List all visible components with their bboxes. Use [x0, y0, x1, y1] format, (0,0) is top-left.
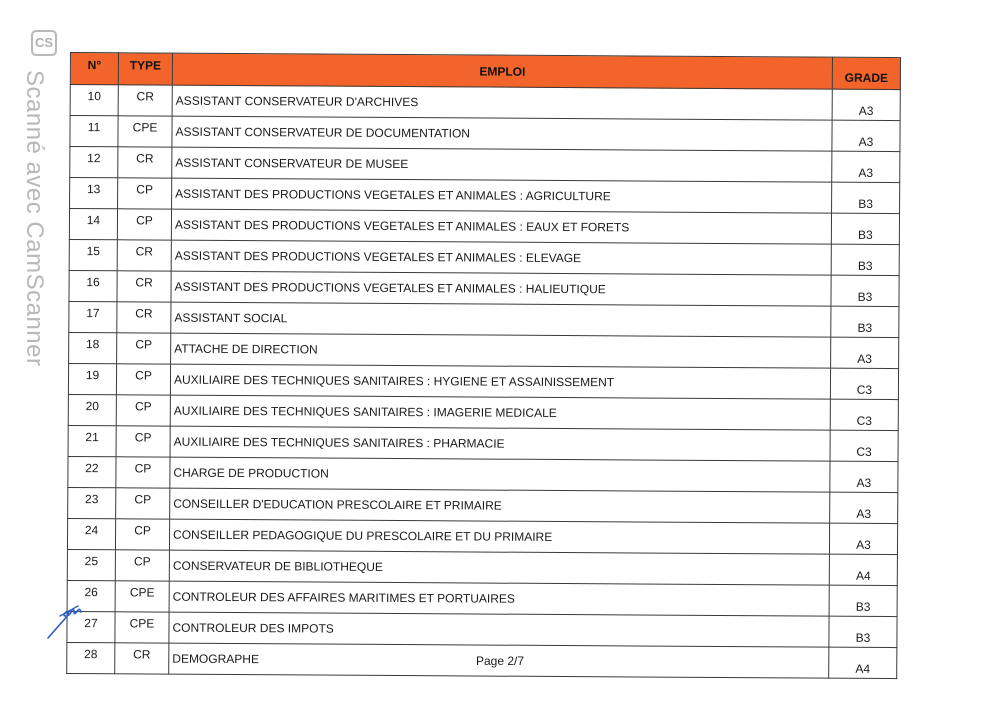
- row-type: CP: [115, 519, 169, 550]
- row-grade: B3: [831, 275, 899, 306]
- row-grade: A3: [832, 89, 900, 120]
- row-number: 23: [68, 487, 116, 518]
- row-grade: A3: [832, 120, 900, 151]
- table-row: [67, 549, 897, 585]
- row-grade: B3: [831, 306, 899, 337]
- table-row: [68, 394, 898, 430]
- row-type: CR: [115, 643, 169, 674]
- camscanner-watermark: [22, 30, 62, 390]
- row-number: 21: [68, 425, 116, 456]
- row-type: CP: [115, 550, 169, 581]
- row-emploi: CHARGE DE PRODUCTION: [170, 457, 830, 492]
- table-header-row: [70, 53, 900, 90]
- handwritten-signature-icon: [44, 600, 90, 642]
- table-row: [69, 301, 899, 337]
- row-type: CR: [117, 302, 171, 333]
- document-page: [66, 52, 905, 679]
- row-emploi: ASSISTANT CONSERVATEUR D'ARCHIVES: [172, 85, 832, 120]
- row-grade: B3: [829, 616, 897, 647]
- row-emploi: CONTROLEUR DES IMPOTS: [169, 612, 829, 647]
- page-number: Page 2/7: [475, 654, 525, 668]
- row-number: 13: [70, 178, 118, 209]
- row-number: 18: [69, 332, 117, 363]
- row-grade: C3: [830, 368, 898, 399]
- row-type: CP: [116, 395, 170, 426]
- row-number: 22: [68, 456, 116, 487]
- row-emploi: CONSEILLER PEDAGOGIQUE DU PRESCOLAIRE ET DU PRIMAIRE: [169, 519, 829, 554]
- row-number: 27: [67, 611, 115, 642]
- row-grade: A4: [829, 554, 897, 585]
- row-emploi: ATTACHE DE DIRECTION: [171, 333, 831, 368]
- row-emploi: CONSEILLER D'EDUCATION PRESCOLAIRE ET PRIMAIRE: [170, 488, 830, 523]
- row-type: CP: [117, 209, 171, 240]
- row-emploi: CONTROLEUR DES AFFAIRES MARITIMES ET PORTUAIRES: [169, 581, 829, 616]
- row-grade: C3: [830, 430, 898, 461]
- row-emploi: AUXILIAIRE DES TECHNIQUES SANITAIRES : IMAGERIE MEDICALE: [170, 395, 830, 430]
- camscanner-logo-icon: CS: [31, 30, 57, 56]
- row-number: 17: [69, 301, 117, 332]
- table-row: [68, 425, 898, 461]
- row-number: 15: [69, 239, 117, 270]
- row-type: CP: [116, 426, 170, 457]
- row-type: CR: [118, 147, 172, 178]
- header-number: N°: [70, 53, 118, 85]
- row-grade: A3: [832, 151, 900, 182]
- row-type: CR: [117, 240, 171, 271]
- jobs-table: [66, 52, 901, 679]
- row-number: 12: [70, 147, 118, 178]
- row-emploi: ASSISTANT DES PRODUCTIONS VEGETALES ET ANIMALES : HALIEUTIQUE: [171, 271, 831, 306]
- table-row: [67, 611, 897, 647]
- row-grade: A3: [830, 492, 898, 523]
- row-grade: B3: [829, 585, 897, 616]
- row-grade: C3: [830, 399, 898, 430]
- row-grade: A3: [830, 461, 898, 492]
- table-row: [70, 147, 900, 183]
- row-number: 28: [67, 642, 115, 673]
- row-emploi: AUXILIAIRE DES TECHNIQUES SANITAIRES : PHARMACIE: [170, 426, 830, 461]
- table-row: [70, 85, 900, 121]
- row-type: CP: [118, 178, 172, 209]
- table-row: [69, 239, 899, 275]
- row-emploi: ASSISTANT DES PRODUCTIONS VEGETALES ET ANIMALES : EAUX ET FORETS: [171, 209, 831, 244]
- row-emploi: AUXILIAIRE DES TECHNIQUES SANITAIRES : HYGIENE ET ASSAINISSEMENT: [170, 364, 830, 399]
- row-type: CR: [118, 85, 172, 116]
- row-type: CR: [117, 271, 171, 302]
- row-emploi: ASSISTANT DES PRODUCTIONS VEGETALES ET ANIMALES : ELEVAGE: [171, 240, 831, 275]
- row-emploi: DEMOGRAPHE: [169, 643, 829, 678]
- table-row: [68, 487, 898, 523]
- table-row: [69, 209, 899, 245]
- row-grade: A4: [829, 647, 897, 678]
- row-type: CP: [116, 488, 170, 519]
- row-type: CP: [116, 364, 170, 395]
- row-number: 19: [68, 363, 116, 394]
- header-type: TYPE: [118, 53, 172, 85]
- table-row: [70, 116, 900, 152]
- table-row: [68, 363, 898, 399]
- table-row: [68, 456, 898, 492]
- header-grade: GRADE: [832, 57, 900, 89]
- row-number: 26: [67, 580, 115, 611]
- row-emploi: ASSISTANT SOCIAL: [171, 302, 831, 337]
- watermark-text: Scanné avec CamScanner: [21, 70, 48, 367]
- row-type: CPE: [115, 612, 169, 643]
- row-number: 11: [70, 116, 118, 147]
- row-emploi: CONSERVATEUR DE BIBLIOTHEQUE: [169, 550, 829, 585]
- row-number: 10: [70, 85, 118, 116]
- row-number: 20: [68, 394, 116, 425]
- row-type: CPE: [115, 581, 169, 612]
- row-number: 14: [69, 209, 117, 240]
- row-number: 24: [67, 518, 115, 549]
- row-type: CPE: [118, 116, 172, 147]
- header-emploi: EMPLOI: [172, 53, 832, 89]
- table-row: [67, 518, 897, 554]
- row-type: CP: [117, 333, 171, 364]
- row-type: CP: [116, 457, 170, 488]
- table-body: [67, 85, 901, 679]
- table-row: [69, 270, 899, 306]
- row-number: 25: [67, 549, 115, 580]
- row-emploi: ASSISTANT DES PRODUCTIONS VEGETALES ET ANIMALES : AGRICULTURE: [172, 178, 832, 213]
- table-row: [67, 580, 897, 616]
- row-grade: A3: [829, 523, 897, 554]
- table-row: [69, 332, 899, 368]
- row-number: 16: [69, 270, 117, 301]
- table-row: [70, 178, 900, 214]
- row-grade: B3: [831, 213, 899, 244]
- row-grade: A3: [831, 337, 899, 368]
- row-emploi: ASSISTANT CONSERVATEUR DE MUSEE: [172, 147, 832, 182]
- row-emploi: ASSISTANT CONSERVATEUR DE DOCUMENTATION: [172, 116, 832, 151]
- row-grade: B3: [831, 244, 899, 275]
- row-grade: B3: [832, 182, 900, 213]
